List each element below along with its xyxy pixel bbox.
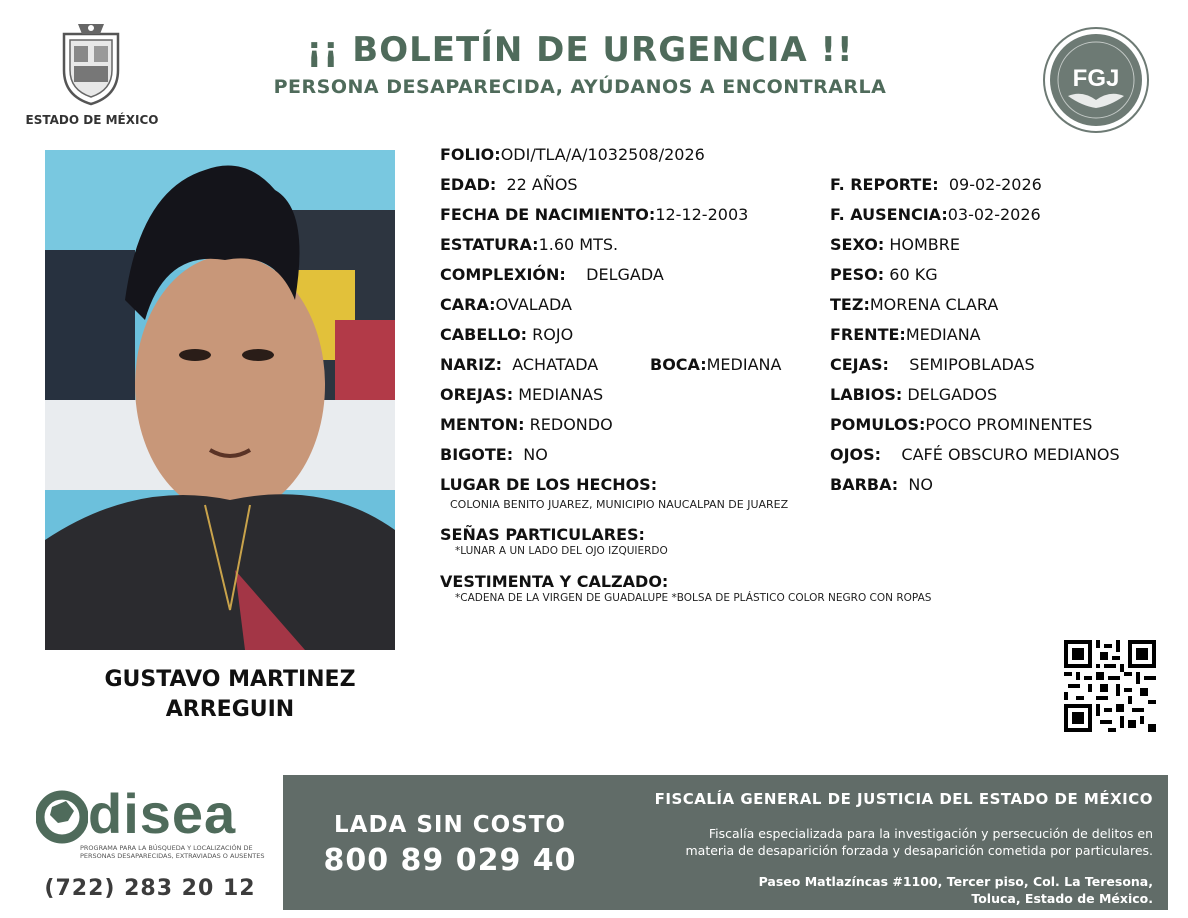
person-name-line2: ARREGUIN <box>165 697 295 722</box>
field-value: DELGADOS <box>907 385 998 404</box>
field-peso <box>830 265 938 284</box>
missing-person-photo <box>45 150 395 650</box>
field-value: DELGADA <box>586 265 664 284</box>
field-label: TEZ: <box>830 295 870 314</box>
disea-map-icon <box>36 787 88 847</box>
field-label: EDAD: <box>440 175 497 194</box>
field-tez <box>830 295 998 314</box>
field-label: BIGOTE: <box>440 445 514 464</box>
state-label: ESTADO DE MÉXICO <box>25 113 159 127</box>
field-fecha-nacimiento <box>440 205 748 224</box>
field-label: BOCA: <box>650 355 707 374</box>
field-value: 22 AÑOS <box>506 175 578 194</box>
disea-wordmark: disea <box>88 782 237 845</box>
bulletin-subtitle: PERSONA DESAPARECIDA, AYÚDANOS A ENCONTRARLA <box>273 76 887 98</box>
field-value: 03-02-2026 <box>947 205 1041 224</box>
bulletin-title: ¡¡ BOLETÍN DE URGENCIA !! <box>306 30 854 70</box>
disea-logo <box>36 782 276 872</box>
field-nariz <box>440 355 598 374</box>
person-name-line1: GUSTAVO MARTINEZ <box>104 667 356 692</box>
field-value: MEDIANAS <box>518 385 604 404</box>
field-barba <box>830 475 933 494</box>
fiscalia-name: FISCALÍA GENERAL DE JUSTICIA DEL ESTADO DE MÉXICO <box>654 790 1153 808</box>
field-value: CAFÉ OBSCURO MEDIANOS <box>901 445 1120 464</box>
field-value: 1.60 MTS. <box>538 235 619 254</box>
field-label: CEJAS: <box>830 355 889 374</box>
qr-code[interactable] <box>1064 640 1156 732</box>
field-label: F. AUSENCIA: <box>830 205 948 224</box>
lada-sin-costo-number[interactable]: 800 89 029 40 <box>323 843 577 878</box>
state-coat-of-arms-logo <box>52 20 130 108</box>
field-label: OREJAS: <box>440 385 514 404</box>
address-line2: Toluca, Estado de México. <box>971 891 1153 906</box>
field-value: MEDIANA <box>905 325 981 344</box>
field-complexion <box>440 265 664 284</box>
field-label: FOLIO: <box>440 145 501 164</box>
field-label: POMULOS: <box>830 415 926 434</box>
field-orejas <box>440 385 603 404</box>
fgj-seal-text: FGJ <box>1072 65 1120 92</box>
field-estatura <box>440 235 618 254</box>
field-label: F. REPORTE: <box>830 175 939 194</box>
lugar-label: LUGAR DE LOS HECHOS: <box>440 475 658 494</box>
field-label: NARIZ: <box>440 355 503 374</box>
fgj-seal-logo <box>1042 26 1150 134</box>
field-menton <box>440 415 613 434</box>
field-label: SEXO: <box>830 235 885 254</box>
field-sexo <box>830 235 960 254</box>
field-value: NO <box>908 475 933 494</box>
field-boca <box>650 355 781 374</box>
lugar-value: COLONIA BENITO JUAREZ, MUNICIPIO NAUCALPAN DE JUAREZ <box>450 498 789 511</box>
field-edad <box>440 175 578 194</box>
field-pomulos <box>830 415 1092 434</box>
field-cabello <box>440 325 573 344</box>
field-label: FECHA DE NACIMIENTO: <box>440 205 656 224</box>
address-line1: Paseo Matlazíncas #1100, Tercer piso, Col. La Teresona, <box>758 874 1153 889</box>
field-label: OJOS: <box>830 445 882 464</box>
missing-person-name <box>60 665 400 725</box>
field-value: 09-02-2026 <box>948 175 1042 194</box>
field-label: PESO: <box>830 265 885 284</box>
vestimenta-label: VESTIMENTA Y CALZADO: <box>440 572 669 591</box>
fiscalia-desc-line1: Fiscalía especializada para la investigación y persecución de delitos en <box>708 826 1153 841</box>
fiscalia-address <box>600 873 1153 907</box>
field-value: SEMIPOBLADAS <box>909 355 1035 374</box>
field-cejas <box>830 355 1035 374</box>
field-label: CARA: <box>440 295 496 314</box>
senas-value: *LUNAR A UN LADO DEL OJO IZQUIERDO <box>455 545 668 557</box>
field-folio <box>440 145 705 164</box>
field-value: HOMBRE <box>889 235 960 254</box>
vestimenta-value: *CADENA DE LA VIRGEN DE GUADALUPE *BOLSA DE PLÁSTICO COLOR NEGRO CON ROPAS <box>455 592 932 604</box>
field-value: ODI/TLA/A/1032508/2026 <box>500 145 705 164</box>
field-label: LABIOS: <box>830 385 903 404</box>
disea-phone[interactable]: (722) 283 20 12 <box>44 876 256 901</box>
field-value: MORENA CLARA <box>869 295 999 314</box>
field-label: BARBA: <box>830 475 899 494</box>
field-labios <box>830 385 997 404</box>
field-ojos <box>830 445 1120 464</box>
field-value: REDONDO <box>529 415 613 434</box>
field-label: ESTATURA: <box>440 235 539 254</box>
field-f-reporte <box>830 175 1042 194</box>
field-frente <box>830 325 981 344</box>
field-label: FRENTE: <box>830 325 906 344</box>
field-value: ROJO <box>532 325 574 344</box>
field-value: OVALADA <box>495 295 572 314</box>
senas-label: SEÑAS PARTICULARES: <box>440 525 645 544</box>
field-value: 60 KG <box>889 265 938 284</box>
field-f-ausencia <box>830 205 1041 224</box>
field-cara <box>440 295 572 314</box>
field-label: MENTON: <box>440 415 525 434</box>
field-value: NO <box>523 445 548 464</box>
field-label: COMPLEXIÓN: <box>440 265 566 284</box>
fiscalia-description <box>600 825 1153 859</box>
lada-sin-costo-label: LADA SIN COSTO <box>334 812 566 838</box>
field-value: 12-12-2003 <box>655 205 749 224</box>
fiscalia-desc-line2: materia de desaparición forzada y desaparición cometida por particulares. <box>685 843 1153 858</box>
field-value: POCO PROMINENTES <box>925 415 1093 434</box>
field-bigote <box>440 445 548 464</box>
field-value: MEDIANA <box>706 355 782 374</box>
field-label: CABELLO: <box>440 325 528 344</box>
field-value: ACHATADA <box>512 355 599 374</box>
disea-description: PROGRAMA PARA LA BÚSQUEDA Y LOCALIZACIÓN DE PERSONAS DESAPARECIDAS, EXTRAVIADAS O AUSENTES <box>80 844 265 860</box>
